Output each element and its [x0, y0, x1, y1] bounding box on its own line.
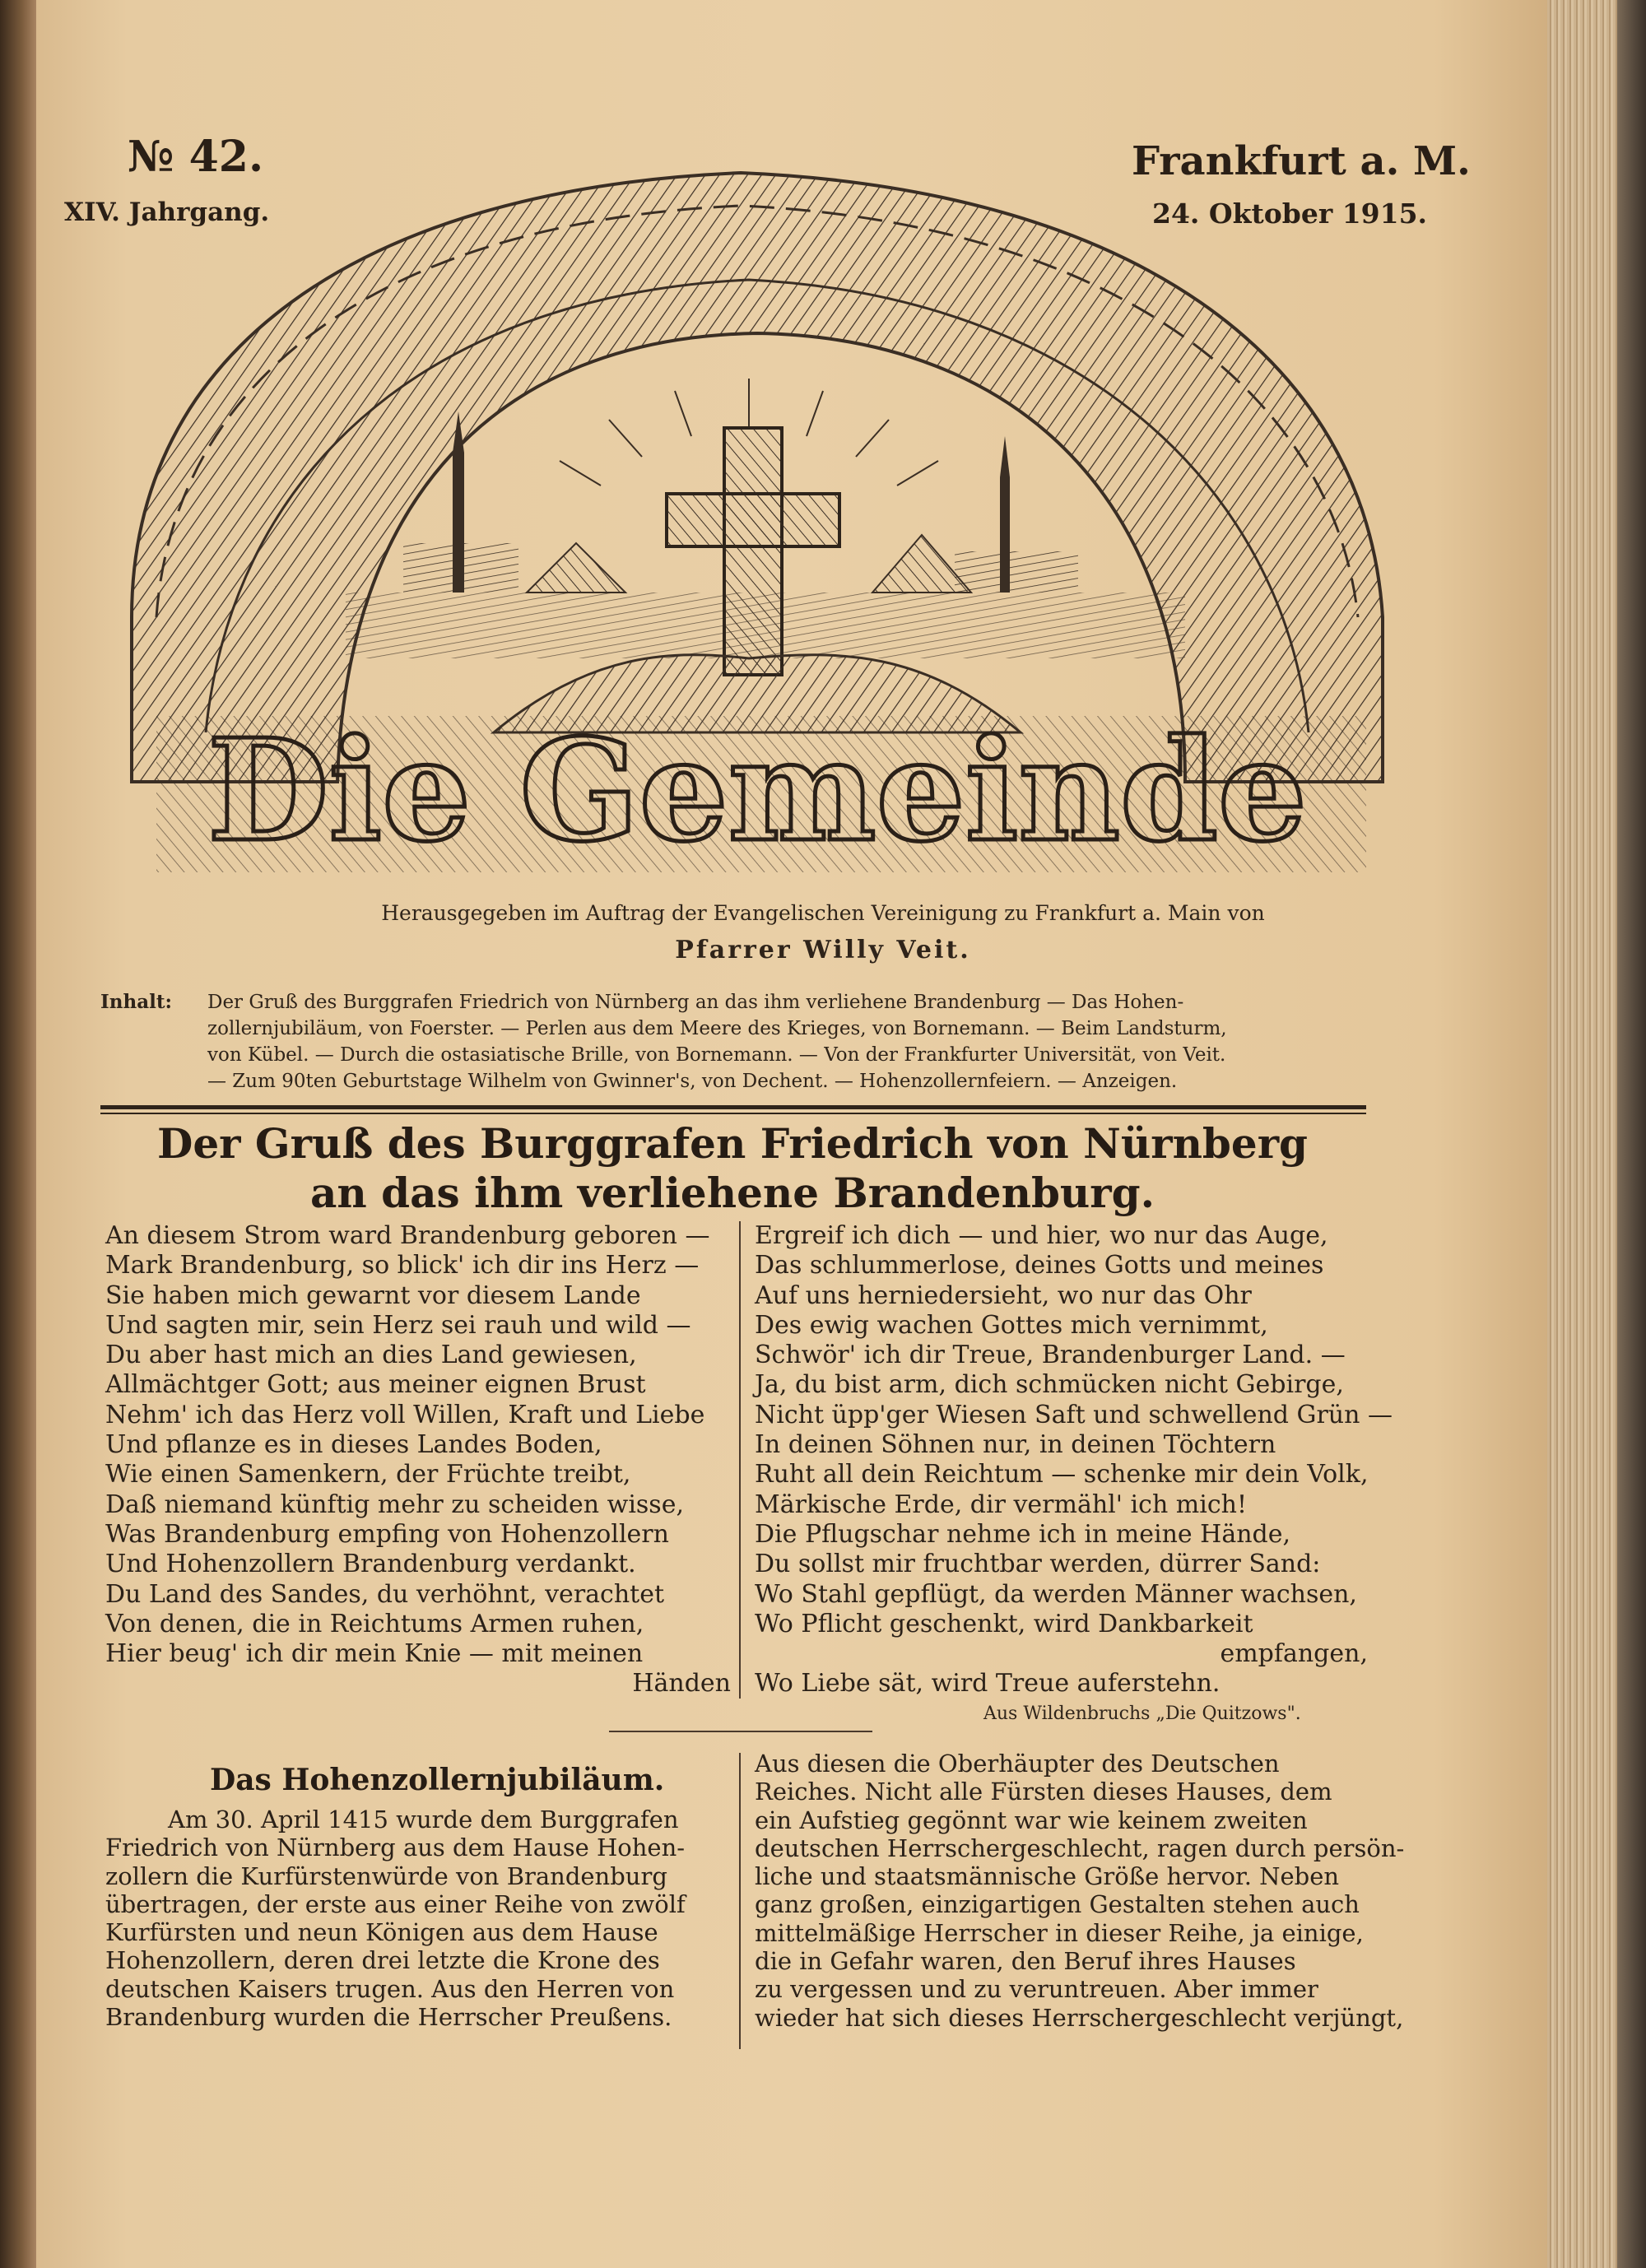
poem-line: Die Pflugschar nehme ich in meine Hände,	[755, 1519, 1291, 1549]
article-left-column	[105, 1806, 731, 2031]
article-line: Friedrich von Nürnberg aus dem Hause Hohen-	[105, 1833, 686, 1862]
article-line: übertragen, der erste aus einer Reihe von zwölf	[105, 1889, 686, 1918]
poem-line: Von denen, die in Reichtums Armen ruhen,	[105, 1609, 644, 1638]
article-line: deutschen Kaisers trugen. Aus den Herren von	[105, 1974, 675, 2003]
masthead-title: Die Gemeinde	[207, 709, 1307, 872]
poem-line: Ja, du bist arm, dich schmücken nicht Gebirge,	[755, 1370, 1344, 1400]
article-line: Am 30. April 1415 wurde dem Burggrafen	[168, 1806, 679, 1833]
contents-label: Inhalt:	[100, 991, 172, 1013]
article-line: Kurfürsten und neun Königen aus dem Hause	[105, 1918, 658, 1947]
article-line: Hohenzollern, deren drei letzte die Krone des	[105, 1946, 660, 1975]
poem-line: Allmächtger Gott; aus meiner eignen Brust	[105, 1370, 646, 1400]
poem-line: Du aber hast mich an dies Land gewiesen,	[105, 1341, 637, 1370]
poem-line: Auf uns herniedersieht, wo nur das Ohr	[755, 1280, 1252, 1310]
poem-line: Du Land des Sandes, du verhöhnt, verachtet	[105, 1579, 665, 1609]
poem-left-column	[105, 1221, 731, 1699]
article-line: ein Aufstieg gegönnt war wie keinem zweiten	[755, 1806, 1308, 1834]
poem-line: Schwör' ich dir Treue, Brandenburger Land. —	[755, 1341, 1346, 1370]
poem-right-column	[755, 1221, 1393, 1699]
poem-line: Daß niemand künftig mehr zu scheiden wisse,	[105, 1490, 684, 1519]
issue-number: № 42.	[128, 132, 264, 182]
article-line: ganz großen, einzigartigen Gestalten stehen auch	[755, 1890, 1360, 1919]
divider-thick	[100, 1105, 1366, 1109]
volume-label: XIV. Jahrgang.	[64, 198, 270, 227]
poem-line: Was Brandenburg empfing von Hohenzollern	[105, 1519, 669, 1549]
poem-line: In deinen Söhnen nur, in deinen Töchtern	[755, 1430, 1276, 1460]
poem-line: Und pflanze es in dieses Landes Boden,	[105, 1430, 602, 1460]
article-line: wieder hat sich dieses Herrschergeschlecht verjüngt,	[755, 2003, 1404, 2032]
article-line: liche und staatsmännische Größe hervor. Neben	[755, 1862, 1340, 1891]
article-line: Aus diesen die Oberhäupter des Deutschen	[755, 1750, 1280, 1778]
poem-line: Und sagten mir, sein Herz sei rauh und wild —	[105, 1310, 691, 1340]
poem-line: Hier beug' ich dir mein Knie — mit meinen	[105, 1639, 644, 1669]
article-right-column	[755, 1750, 1405, 2032]
poem-line: An diesem Strom ward Brandenburg geboren —	[105, 1221, 710, 1250]
article-line: mittelmäßige Herrscher in dieser Reihe, ja einige,	[755, 1918, 1364, 1947]
poem-source: Aus Wildenbruchs „Die Quitzows".	[983, 1703, 1301, 1724]
article-title: an das ihm verliehene Brandenburg.	[310, 1169, 1155, 1217]
poem-line: Des ewig wachen Gottes mich vernimmt,	[755, 1310, 1268, 1340]
issue-date: 24. Oktober 1915.	[1152, 198, 1428, 230]
article-title: Der Gruß des Burggrafen Friedrich von Nürnberg	[157, 1119, 1308, 1168]
poem-line: Nehm' ich das Herz voll Willen, Kraft und Liebe	[105, 1400, 705, 1429]
table-of-contents	[100, 989, 1368, 1094]
masthead-illustration	[99, 156, 1416, 872]
poem-line: Sie haben mich gewarnt vor diesem Lande	[105, 1280, 641, 1310]
poem-line: Wo Pflicht geschenkt, wird Dankbarkeit	[755, 1609, 1253, 1638]
article-line: zu vergessen und zu veruntreuen. Aber immer	[755, 1975, 1318, 2004]
place-label: Frankfurt a. M.	[1132, 138, 1471, 184]
poem-line: Ruht all dein Reichtum — schenke mir dein Volk,	[755, 1460, 1369, 1490]
poem-line: Nicht üpp'ger Wiesen Saft und schwellend Grün —	[755, 1400, 1393, 1429]
section-title: Das Hohenzollernjubiläum.	[210, 1763, 665, 1797]
contents-line: Der Gruß des Burggrafen Friedrich von Nürnberg an das ihm verliehene Brandenburg — Das Hohen-	[207, 992, 1184, 1013]
book-cover-edge	[1617, 0, 1646, 2268]
article-line: die in Gefahr waren, den Beruf ihres Hauses	[755, 1947, 1296, 1976]
poem-line: Händen	[632, 1669, 731, 1699]
poem-line: Mark Brandenburg, so blick' ich dir ins Herz —	[105, 1251, 700, 1280]
contents-line: — Zum 90ten Geburtstage Wilhelm von Gwinner's, von Dechent. — Hohenzollernfeiern. — Anzeigen.	[207, 1071, 1178, 1092]
poem-line: Das schlummerlose, deines Gotts und meines	[755, 1251, 1324, 1280]
column-divider	[739, 1753, 741, 2049]
article-line: deutschen Herrschergeschlecht, ragen durch persön-	[755, 1833, 1405, 1862]
article-line: Brandenburg wurden die Herrscher Preußens.	[105, 2003, 672, 2032]
divider-thin	[100, 1113, 1366, 1114]
poem-line: Ergreif ich dich — und hier, wo nur das Auge,	[755, 1221, 1328, 1250]
poem-line: Märkische Erde, dir vermähl' ich mich!	[755, 1490, 1248, 1519]
editor-name: Pfarrer Willy Veit.	[675, 936, 971, 964]
article-line: zollern die Kurfürstenwürde von Brandenburg	[105, 1861, 667, 1890]
poem-line: Wo Liebe sät, wird Treue auferstehn.	[755, 1669, 1221, 1699]
publisher-line: Herausgegeben im Auftrag der Evangelischen Vereinigung zu Frankfurt a. Main von	[381, 901, 1265, 925]
poem-line: Und Hohenzollern Brandenburg verdankt.	[105, 1550, 636, 1579]
contents-line: zollernjubiläum, von Foerster. — Perlen aus dem Meere des Krieges, von Bornemann. — Beim Landsturm,	[207, 1018, 1227, 1039]
section-divider	[609, 1731, 872, 1732]
contents-line: von Kübel. — Durch die ostasiatische Brille, von Bornemann. — Von der Frankfurter Universität, von Veit.	[207, 1044, 1226, 1066]
poem-line: Wie einen Samenkern, der Früchte treibt,	[105, 1460, 631, 1490]
article-line: Reiches. Nicht alle Fürsten dieses Hauses, dem	[755, 1778, 1332, 1806]
column-divider	[739, 1221, 741, 1699]
poem-line: empfangen,	[1220, 1639, 1368, 1669]
poem-line: Du sollst mir fruchtbar werden, dürrer Sand:	[755, 1550, 1321, 1579]
poem-line: Wo Stahl gepflügt, da werden Männer wachsen,	[755, 1579, 1357, 1609]
